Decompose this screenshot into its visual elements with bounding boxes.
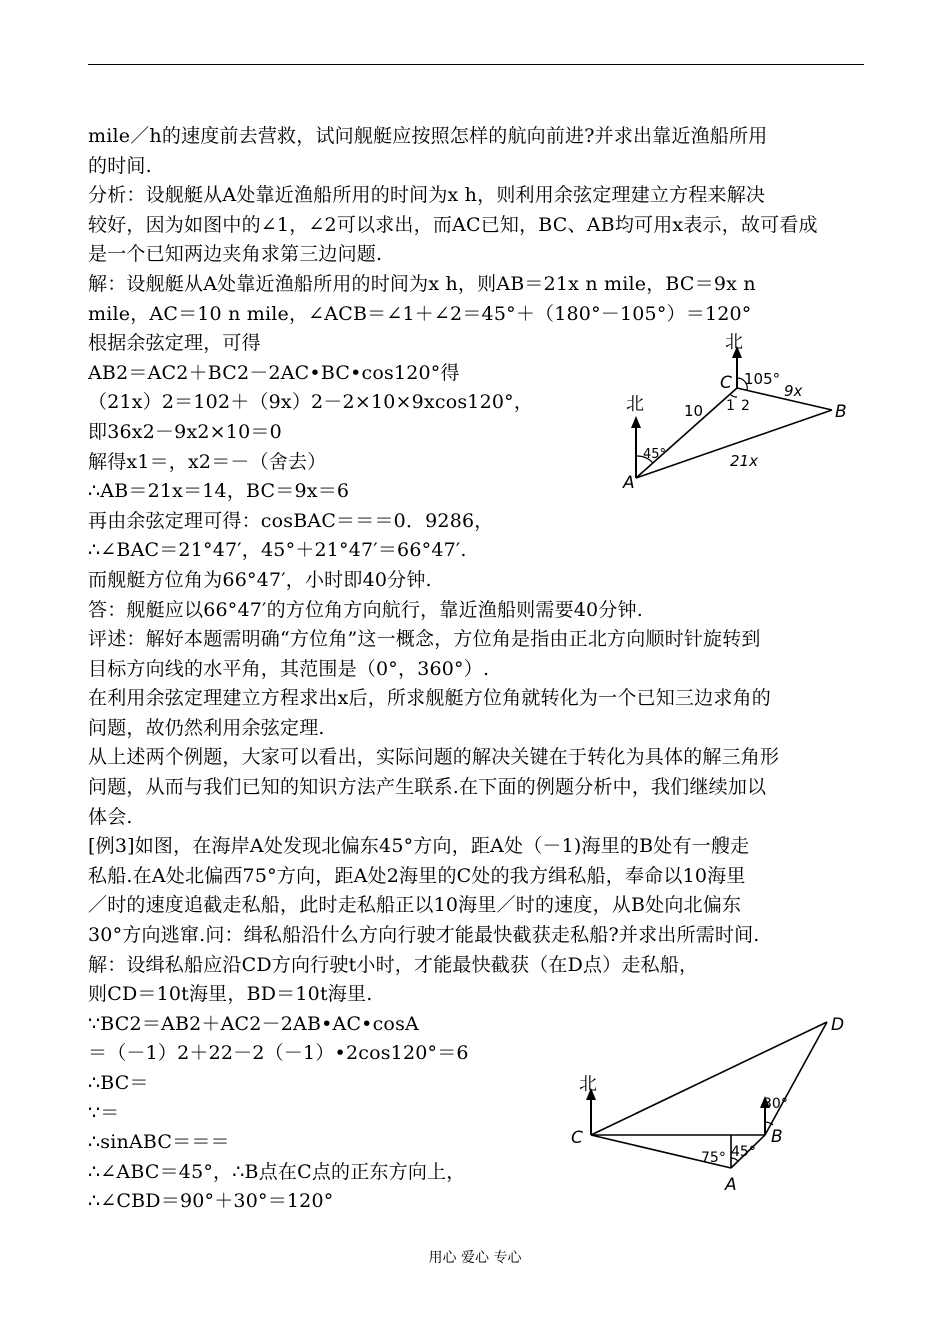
- text-line: 在利用余弦定理建立方程求出x后，所求舰艇方位角就转化为一个已知三边求角的: [88, 687, 771, 710]
- point-c-label: C: [571, 1128, 583, 1148]
- side-cb-label: 9x: [784, 382, 803, 400]
- text-line: 问题，从而与我们已知的知识方法产生联系.在下面的例题分析中，我们继续加以: [88, 776, 767, 799]
- text-line: 即36x2－9x2×10＝0: [88, 420, 282, 443]
- text-line: [例3]如图，在海岸A处发现北偏东45°方向，距A处（－1)海里的B处有一艘走: [88, 835, 750, 858]
- angle-45-label: 45°: [643, 447, 667, 462]
- text-line: 则CD＝10t海里，BD＝10t海里.: [88, 983, 373, 1006]
- north-label: 北: [626, 394, 644, 415]
- text-line: ∴AB＝21x＝14，BC＝9x＝6: [88, 480, 350, 503]
- text-line: （21x）2＝102＋（9x）2－2×10×9xcos120°，: [88, 391, 534, 414]
- text-line: ∴∠ABC＝45°，∴B点在C点的正东方向上，: [88, 1160, 466, 1183]
- north-label: 北: [579, 1074, 597, 1095]
- text-line: 答：舰艇应以66°47′的方位角方向航行，靠近渔船则需要40分钟.: [88, 598, 643, 621]
- header-rule: [88, 64, 864, 65]
- text-line: 根据余弦定理，可得: [88, 332, 261, 355]
- text-line: AB2＝AC2＋BC2－2AC•BC•cos120°得: [88, 361, 460, 384]
- text-line: 分析：设舰艇从A处靠近渔船所用的时间为x h，则利用余弦定理建立方程来解决: [88, 184, 766, 207]
- point-b-label: B: [835, 402, 847, 422]
- text-line: 体会.: [88, 805, 133, 828]
- text-line: 解得x1＝，x2＝－（舍去）: [88, 450, 327, 473]
- point-a-label: A: [623, 473, 635, 493]
- text-line: 30°方向逃窜.问：缉私船沿什么方向行驶才能最快截获走私船?并求出所需时间.: [88, 924, 760, 947]
- triangle-figure-1: [620, 330, 860, 495]
- text-line: 再由余弦定理可得：cosBAC＝＝＝0．9286，: [88, 509, 494, 532]
- segment-bd: [765, 1022, 827, 1135]
- arrowhead-icon: [631, 416, 641, 428]
- side-ac-label: 10: [684, 402, 704, 420]
- segment-cd: [591, 1022, 827, 1135]
- north-label: 北: [725, 332, 743, 353]
- angle-75-label: 75°: [701, 1150, 726, 1166]
- text-line: ∴sinABC＝＝＝: [88, 1131, 230, 1154]
- angle-arc: [730, 394, 737, 397]
- text-line: ∵＝: [88, 1101, 120, 1124]
- text-line: ∴∠CBD＝90°＋30°＝120°: [88, 1190, 334, 1213]
- point-d-label: D: [831, 1015, 845, 1035]
- page-footer: 用心 爱心 专心: [428, 1250, 522, 1266]
- angle-45-label: 45°: [731, 1144, 756, 1160]
- point-b-label: B: [771, 1127, 783, 1147]
- text-line: ∵BC2＝AB2＋AC2－2AB•AC•cosA: [88, 1012, 419, 1035]
- angle-105-label: 105°: [744, 370, 781, 388]
- text-line: 的时间.: [88, 154, 152, 177]
- text-line: 问题，故仍然利用余弦定理.: [88, 716, 325, 739]
- text-line: 解：设舰艇从A处靠近渔船所用的时间为x h，则AB＝21x n mile，BC＝9x n: [88, 272, 756, 295]
- text-line: mile／h的速度前去营救，试问舰艇应按照怎样的航向前进?并求出靠近渔船所用: [88, 125, 768, 147]
- point-c-label: C: [720, 373, 732, 393]
- text-line: 是一个已知两边夹角求第三边问题.: [88, 243, 383, 266]
- pursuit-figure-2: [565, 1010, 865, 1195]
- angle-30-label: 30°: [763, 1096, 788, 1112]
- angle-2-label: 2: [741, 398, 750, 414]
- text-line: 从上述两个例题，大家可以看出，实际问题的解决关键在于转化为具体的解三角形: [88, 746, 780, 769]
- text-line: 目标方向线的水平角，其范围是（0°，360°）.: [88, 657, 490, 680]
- text-line: 私船.在A处北偏西75°方向，距A处2海里的C处的我方缉私船，奉命以10海里: [88, 864, 746, 887]
- side-ab-label: 21x: [730, 452, 758, 470]
- text-line: 而舰艇方位角为66°47′，小时即40分钟.: [88, 568, 432, 591]
- text-line: ／时的速度追截走私船，此时走私船正以10海里／时的速度，从B处向北偏东: [88, 894, 742, 917]
- point-a-label: A: [725, 1175, 737, 1195]
- text-line: 评述：解好本题需明确“方位角”这一概念，方位角是指由正北方向顺时针旋转到: [88, 628, 761, 651]
- text-line: mile，AC＝10 n mile，∠ACB＝∠1＋∠2＝45°＋（180°－105°）＝120°: [88, 302, 752, 325]
- text-line: 解：设缉私船应沿CD方向行驶t小时，才能最快截获（在D点）走私船，: [88, 953, 699, 976]
- text-line: ∴∠BAC＝21°47′，45°＋21°47′＝66°47′.: [88, 539, 467, 562]
- angle-1-label: 1: [726, 398, 735, 414]
- text-line: ＝（－1）2＋22－2（－1）•2cos120°＝6: [88, 1042, 469, 1065]
- text-line: 较好，因为如图中的∠1，∠2可以求出，而AC已知，BC、AB均可用x表示，故可看成: [88, 213, 818, 236]
- text-line: ∴BC＝: [88, 1072, 149, 1094]
